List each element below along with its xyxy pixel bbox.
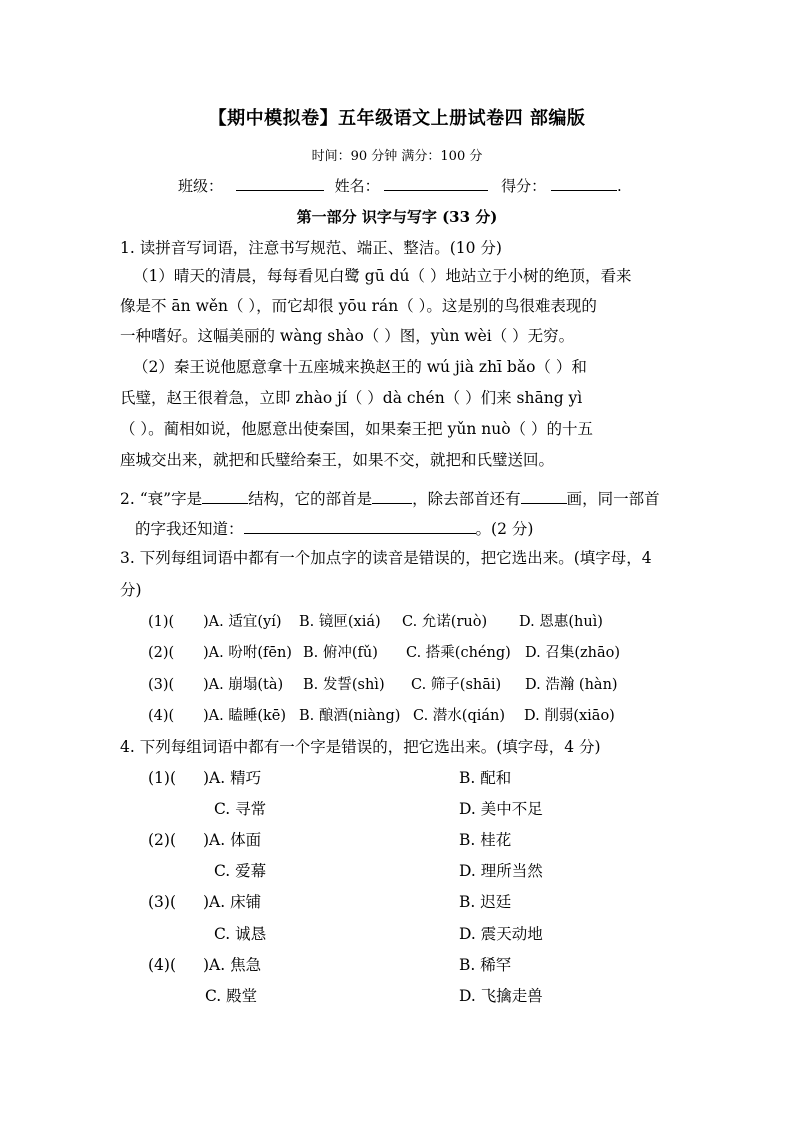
question-2-text: 画，同一部首: [566, 490, 660, 508]
question-4-option-b: B. 桂花: [459, 831, 512, 849]
question-3-option-d: D. 召集(zhāo): [525, 645, 620, 661]
question-4-option-b: B. 稀罕: [459, 956, 512, 974]
question-4-option-c: C. 爱幕: [214, 862, 267, 880]
question-4-option-a: )A. 体面: [203, 831, 262, 849]
question-4-option-c: C. 寻常: [214, 800, 267, 818]
question-3-option-d: D. 削弱(xiāo): [524, 708, 615, 724]
question-4-option-a: )A. 焦急: [203, 956, 262, 974]
question-1-line: （2）秦王说他愿意拿十五座城来换赵王的 wú jià zhī bǎo（ ）和: [133, 358, 587, 376]
question-4-option-c: C. 诚恳: [214, 925, 267, 943]
class-blank[interactable]: [236, 176, 324, 191]
question-4-option-num: (2)(: [148, 831, 177, 849]
answer-blank[interactable]: [521, 488, 567, 504]
question-3-option-c: C. 潜水(qián): [413, 708, 506, 724]
question-3-option-a: )A. 吩咐(fēn): [203, 645, 292, 661]
question-4-option-d: D. 美中不足: [459, 800, 543, 818]
question-3-option-a: )A. 崩塌(tà): [203, 677, 284, 693]
section-heading: 第一部分 识字与写字 (33 分): [296, 208, 498, 226]
answer-blank[interactable]: [202, 488, 248, 504]
question-4-option-num: (3)(: [148, 893, 177, 911]
question-4-option-d: D. 理所当然: [459, 862, 543, 880]
question-3-option-b: B. 发誓(shì): [303, 677, 385, 693]
question-1-line: 氏璧，赵王很着急，立即 zhào jí（ ）dà chén（ ）们来 shāng yì: [120, 389, 583, 407]
question-1-line: 像是不 ān wěn（ ），而它却很 yōu rán（ ）。这是别的鸟很难表现的: [120, 297, 597, 315]
question-4-option-d: D. 震天动地: [459, 925, 543, 943]
question-2-line-1: [120, 488, 660, 509]
question-3-option-b: B. 俯冲(fǔ): [303, 645, 378, 661]
score-blank[interactable]: [551, 176, 617, 191]
question-2-text: ，除去部首还有: [412, 490, 521, 508]
question-2-text: 的字我还知道：: [135, 520, 244, 538]
answer-blank[interactable]: [372, 488, 412, 504]
question-4-stem: 4. 下列每组词语中都有一个字是错误的，把它选出来。(填字母，4 分): [120, 738, 601, 756]
question-4-option-b: B. 配和: [459, 769, 512, 787]
name-blank[interactable]: [384, 176, 488, 191]
question-3-option-num: (2)(: [148, 645, 175, 661]
question-4-option-b: B. 迟廷: [459, 893, 512, 911]
name-label: 姓名：: [334, 177, 380, 195]
question-3-option-num: (4)(: [148, 708, 175, 724]
question-3-option-b: B. 酿酒(niàng): [299, 708, 401, 724]
student-info-row: [178, 175, 622, 196]
question-4-option-a: )A. 精巧: [203, 769, 262, 787]
question-2-line-2: [135, 518, 533, 539]
question-3-option-c: C. 搭乘(chéng): [406, 645, 511, 661]
question-3-option-c: C. 筛子(shāi): [411, 677, 502, 693]
question-3-option-c: C. 允诺(ruò): [402, 614, 488, 630]
question-3-option-num: (3)(: [148, 677, 175, 693]
question-3-option-d: D. 恩惠(huì): [519, 614, 603, 630]
question-2-text: 。(2 分): [475, 520, 534, 538]
question-3-option-num: (1)(: [148, 614, 175, 630]
question-4-option-d: D. 飞擒走兽: [459, 987, 543, 1005]
class-label: 班级：: [178, 177, 224, 195]
question-1-line: （ ）。蔺相如说，他愿意出使秦国，如果秦王把 yǔn nuò（ ）的十五: [120, 420, 593, 438]
answer-blank[interactable]: [244, 518, 476, 534]
question-3-option-d: D. 浩瀚 (hàn): [525, 677, 618, 693]
question-1-stem: 1. 读拼音写词语，注意书写规范、端正、整洁。(10 分): [120, 239, 502, 257]
question-4-option-num: (4)(: [148, 956, 177, 974]
question-1-line: 一种嗜好。这幅美丽的 wàng shào（ ）图，yùn wèi（ ）无穷。: [120, 327, 575, 345]
page-title: 【期中模拟卷】五年级语文上册试卷四 部编版: [208, 108, 586, 129]
question-3-stem: 3. 下列每组词语中都有一个加点字的读音是错误的，把它选出来。(填字母，4: [120, 549, 652, 567]
question-1-line: 座城交出来，就把和氏璧给秦王，如果不交，就把和氏璧送回。: [120, 451, 555, 469]
question-4-option-num: (1)(: [148, 769, 177, 787]
score-label: 得分：: [501, 177, 547, 195]
exam-meta: 时间：90 分钟 满分：100 分: [311, 149, 483, 164]
question-3-option-b: B. 镜匣(xiá): [299, 614, 381, 630]
question-2-text: 2. “衰”字是: [120, 490, 203, 508]
info-end: .: [616, 177, 622, 195]
question-3-stem-cont: 分): [120, 581, 142, 599]
question-3-option-a: )A. 适宜(yí): [203, 614, 282, 630]
question-4-option-c: C. 殿堂: [205, 987, 258, 1005]
question-1-line: （1）晴天的清晨，每每看见白鹭 gū dú（ ）地站立于小树的绝顶，看来: [133, 267, 632, 285]
question-4-option-a: )A. 床铺: [203, 893, 262, 911]
question-2-text: 结构，它的部首是: [248, 490, 373, 508]
question-3-option-a: )A. 瞌睡(kē): [203, 708, 287, 724]
